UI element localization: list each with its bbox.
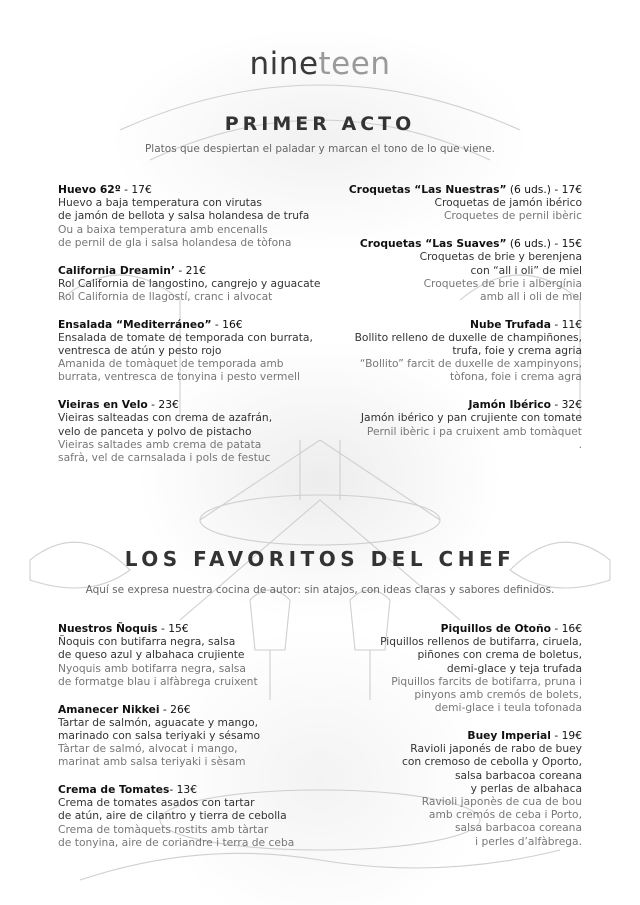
menu-item-heading [58, 183, 328, 196]
dish-description-line: Crema de tomates asados con tartar [58, 796, 255, 810]
menu-item-heading [58, 264, 328, 277]
dish-description-line: Croquetas de brie y berenjena [419, 250, 582, 264]
dish-translation-line: burrata, ventresca de tonyina i pesto vermell [58, 370, 300, 384]
logo-part-teen: teen [318, 46, 391, 82]
menu-item-heading [312, 183, 582, 196]
dish-translation-line: Crema de tomàquets rostits amb tàrtar [58, 822, 269, 836]
dish-description-line: ventresca de atún y pesto rojo [58, 344, 222, 358]
menu-item [312, 237, 582, 303]
dish-translation-line: “Bollito” farcit de duxelle de xampinyons, [359, 357, 582, 371]
dish-translation-line: amb cremós de ceba i Porto, [428, 808, 582, 822]
menu-item-heading [312, 622, 582, 635]
dish-name: Nube Trufada [470, 317, 551, 331]
menu-item [312, 398, 582, 451]
menu-column-right [312, 622, 582, 862]
menu-item [58, 703, 328, 769]
dish-name: Huevo 62º [58, 183, 121, 196]
section-subtitle: Aquí se expresa nuestra cocina de autor: sin atajos, con ideas claras y sabores definidos. [85, 584, 555, 596]
menu-item-heading [58, 622, 328, 635]
menu-item [312, 729, 582, 848]
dish-description-line: Rol California de langostino, cangrejo y aguacate [58, 276, 321, 290]
dish-translation-line: Pernil ibèric i pa cruixent amb tomàquet [366, 424, 582, 438]
dish-translation-line: demi-glace i teula tofonada [434, 701, 582, 715]
dish-description-line: y perlas de albahaca [470, 781, 582, 795]
dish-translation-line: salsa barbacoa coreana [454, 821, 582, 835]
menu-item-heading [312, 398, 582, 411]
dish-translation-line: i perles d’alfàbrega. [475, 834, 582, 848]
dish-name: Croquetas “Las Suaves” [359, 237, 507, 251]
dish-translation-line: amb all i oli de mel [480, 289, 582, 303]
menu-item-heading [312, 729, 582, 742]
dish-translation-line: Amanida de tomàquet de temporada amb [58, 357, 284, 371]
dish-name: Buey Imperial [467, 728, 551, 742]
dish-price: - 16€ [211, 317, 243, 331]
dish-price: (6 uds.) - 15€ [506, 237, 582, 251]
dish-translation-line: . [578, 437, 582, 451]
menu-item [58, 622, 328, 688]
dish-translation-line: Ravioli japonès de cua de bou [421, 794, 582, 808]
dish-price: - 26€ [159, 702, 191, 716]
dish-description-line: con “all i oli” de miel [470, 263, 582, 277]
dish-description-line: Bollito relleno de duxelle de champiñones, [354, 330, 582, 344]
dish-description-line: con cremoso de cebolla y Oporto, [401, 755, 582, 769]
dish-description-line: marinado con salsa teriyaki y sésamo [58, 728, 261, 742]
dish-price: - 16€ [550, 622, 582, 635]
dish-translation-line: Nyoquis amb botifarra negra, salsa [58, 661, 246, 675]
menu-item-heading [58, 703, 328, 716]
dish-translation-line: Croquetes de brie i albergínia [423, 276, 582, 290]
dish-translation-line: de tonyina, aire de coriandre i terra de ceba [58, 835, 295, 849]
section-subtitle: Platos que despiertan el paladar y marcan el tono de lo que viene. [144, 143, 496, 155]
menu-item-heading [58, 398, 328, 411]
dish-description-line: salsa barbacoa coreana [454, 768, 582, 782]
dish-name: Amanecer Nikkei [58, 702, 160, 716]
menu-item [58, 783, 328, 849]
dish-name: California Dreamin’ [58, 263, 175, 277]
dish-name: Croquetas “Las Nuestras” [348, 183, 507, 196]
dish-translation-line: Rol California de llagostí, cranc i alvocat [58, 289, 273, 303]
dish-description-line: Ensalada de tomate de temporada con burrata, [58, 330, 313, 344]
menu-item-heading [58, 318, 328, 331]
dish-translation-line: Piquillos farcits de botifarra, pruna i [391, 674, 582, 688]
dish-translation-line: de formatge blau i alfàbrega cruixent [58, 674, 258, 688]
dish-price: - 23€ [147, 398, 179, 412]
dish-description-line: de queso azul y albahaca crujiente [58, 648, 245, 662]
dish-description-line: Piquillos rellenos de butifarra, ciruela, [380, 635, 582, 649]
restaurant-logo [0, 46, 640, 82]
menu-item-heading [312, 237, 582, 250]
dish-description-line: demi-glace y teja trufada [446, 661, 582, 675]
dish-translation-line: marinat amb salsa teriyaki i sèsam [58, 755, 246, 769]
dish-description-line: Ravioli japonés de rabo de buey [410, 742, 582, 756]
menu-item [58, 183, 328, 249]
menu-item-heading [312, 318, 582, 331]
dish-price: - 19€ [550, 728, 582, 742]
section-title: PRIMER ACTO [224, 113, 416, 135]
dish-description-line: de atún, aire de cilantro y tierra de cebolla [58, 809, 287, 823]
dish-description-line: Vieiras salteadas con crema de azafrán, [58, 411, 273, 425]
dish-price: - 13€ [169, 783, 197, 797]
menu-column-left [58, 183, 328, 479]
dish-description-line: velo de panceta y polvo de pistacho [58, 424, 252, 438]
dish-description-line: Jamón ibérico y pan crujiente con tomate [360, 411, 582, 425]
dish-price: - 15€ [157, 622, 189, 635]
dish-description-line: Huevo a baja temperatura con virutas [58, 196, 262, 210]
dish-translation-line: Tàrtar de salmó, alvocat i mango, [58, 742, 238, 756]
section-title: LOS FAVORITOS DEL CHEF [124, 547, 516, 571]
dish-translation-line: de pernil de gla i salsa holandesa de tòfona [58, 235, 292, 249]
menu-item [312, 622, 582, 714]
menu-item [58, 264, 328, 304]
dish-name: Vieiras en Velo [58, 398, 148, 412]
dish-price: (6 uds.) - 17€ [506, 183, 582, 196]
dish-description-line: Ñoquis con butifarra negra, salsa [58, 635, 236, 649]
logo-part-nine: nine [249, 46, 319, 82]
menu-item [58, 318, 328, 384]
menu-item [312, 318, 582, 384]
dish-name: Piquillos de Otoño [440, 622, 551, 635]
menu-item-heading [58, 783, 328, 796]
dish-name: Nuestros Ñoquis [58, 622, 158, 635]
dish-description-line: de jamón de bellota y salsa holandesa de trufa [58, 209, 310, 223]
dish-name: Ensalada “Mediterráneo” [58, 317, 212, 331]
dish-name: Jamón Ibérico [468, 398, 551, 412]
menu-column-left [58, 622, 328, 864]
dish-price: - 17€ [120, 183, 152, 196]
dish-description-line: trufa, foie y crema agria [452, 344, 582, 358]
dish-description-line: piñones con crema de boletus, [417, 648, 582, 662]
menu-item [58, 398, 328, 464]
dish-description-line: Tartar de salmón, aguacate y mango, [58, 715, 259, 729]
dish-translation-line: safrà, vel de carnsalada i pols de festuc [58, 450, 271, 464]
dish-translation-line: Croquetes de pernil ibèric [443, 209, 582, 223]
dish-translation-line: Vieiras saltades amb crema de patata [58, 437, 262, 451]
dish-price: - 21€ [174, 263, 206, 277]
dish-name: Crema de Tomates [58, 783, 170, 797]
dish-price: - 11€ [550, 317, 582, 331]
dish-description-line: Croquetas de jamón ibérico [434, 196, 582, 210]
menu-item [312, 183, 582, 223]
menu-column-right [312, 183, 582, 465]
dish-price: - 32€ [550, 398, 582, 412]
dish-translation-line: pinyons amb cremós de bolets, [414, 688, 582, 702]
dish-translation-line: tòfona, foie i crema agra [449, 370, 582, 384]
dish-translation-line: Ou a baixa temperatura amb encenalls [58, 222, 268, 236]
